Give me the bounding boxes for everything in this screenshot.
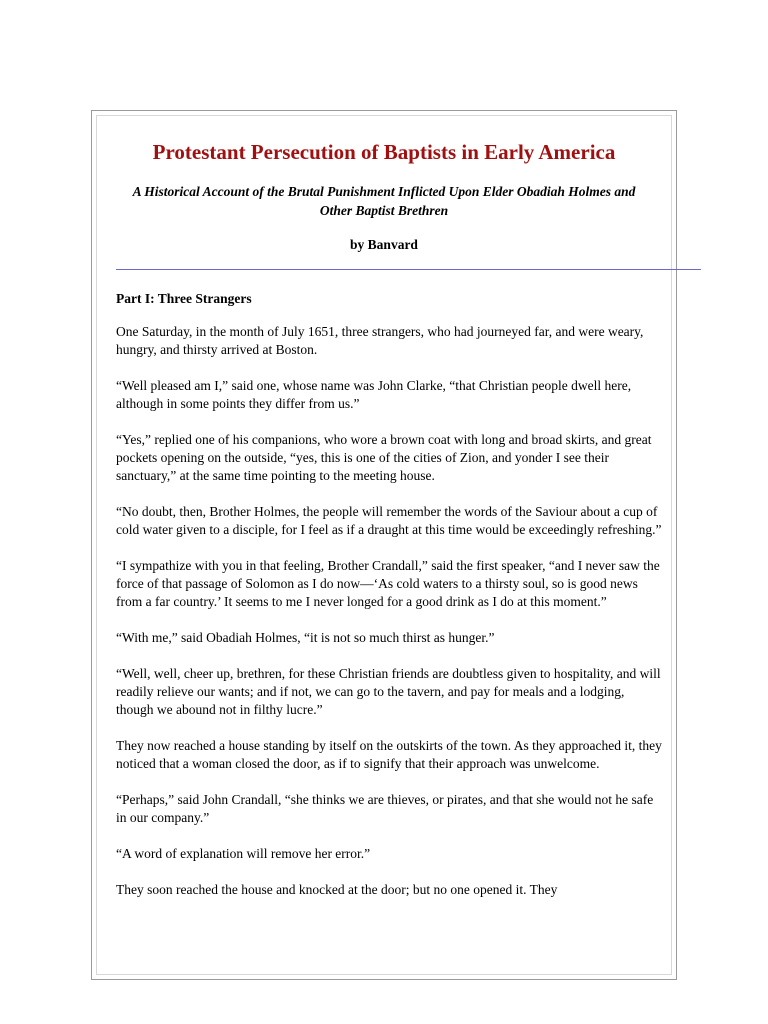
paragraph: “Well, well, cheer up, brethren, for these Christian friends are doubtless given to hospitality, and will readily relieve our wants; and if not, we can go to the tavern, and pay for meals and a lodging, though we abound not in filthy lucre.” [116,666,661,717]
paragraph: They soon reached the house and knocked at the door; but no one opened it. They [116,882,558,897]
part-heading: Part I: Three Strangers [116,291,252,306]
paragraph: “Perhaps,” said John Crandall, “she thinks we are thieves, or pirates, and that she would not he safe in our company.” [116,792,654,825]
paragraph: “No doubt, then, Brother Holmes, the people will remember the words of the Saviour about a cup of cold water given to a disciple, for I feel as if a draught at this time would be exceedingly refreshing.” [116,504,662,537]
paragraph: “I sympathize with you in that feeling, Brother Crandall,” said the first speaker, “and I never saw the force of that passage of Solomon as I do now—‘As cold waters to a thirsty soul, so is good news from a far country.’ It seems to me I never longed for a good drink as I do at this moment.” [116,558,660,609]
document-title: Protestant Persecution of Baptists in Early America [152,140,616,164]
paragraph: “Yes,” replied one of his companions, who wore a brown coat with long and broad skirts, and great pockets opening on the outside, “yes, this is one of the cities of Zion, and yonder I see their sanctuary,” at the same time pointing to the meeting house. [116,432,652,483]
paragraph: “With me,” said Obadiah Holmes, “it is not so much thirst as hunger.” [116,630,495,645]
paragraph: “A word of explanation will remove her error.” [116,846,371,861]
horizontal-rule [116,269,701,270]
paragraph: They now reached a house standing by itself on the outskirts of the town. As they approached it, they noticed that a woman closed the door, as if to signify that their approach was unwelcome. [116,738,662,771]
document-subtitle: A Historical Account of the Brutal Punishment Inflicted Upon Elder Obadiah Holmes and Other Baptist Brethren [132,184,636,218]
document-body [116,290,664,899]
paragraph: “Well pleased am I,” said one, whose name was John Clarke, “that Christian people dwell here, although in some points they differ from us.” [116,378,632,411]
paragraph: One Saturday, in the month of July 1651, three strangers, who had journeyed far, and were weary, hungry, and thirsty arrived at Boston. [116,324,644,357]
document-byline: by Banvard [350,237,418,252]
